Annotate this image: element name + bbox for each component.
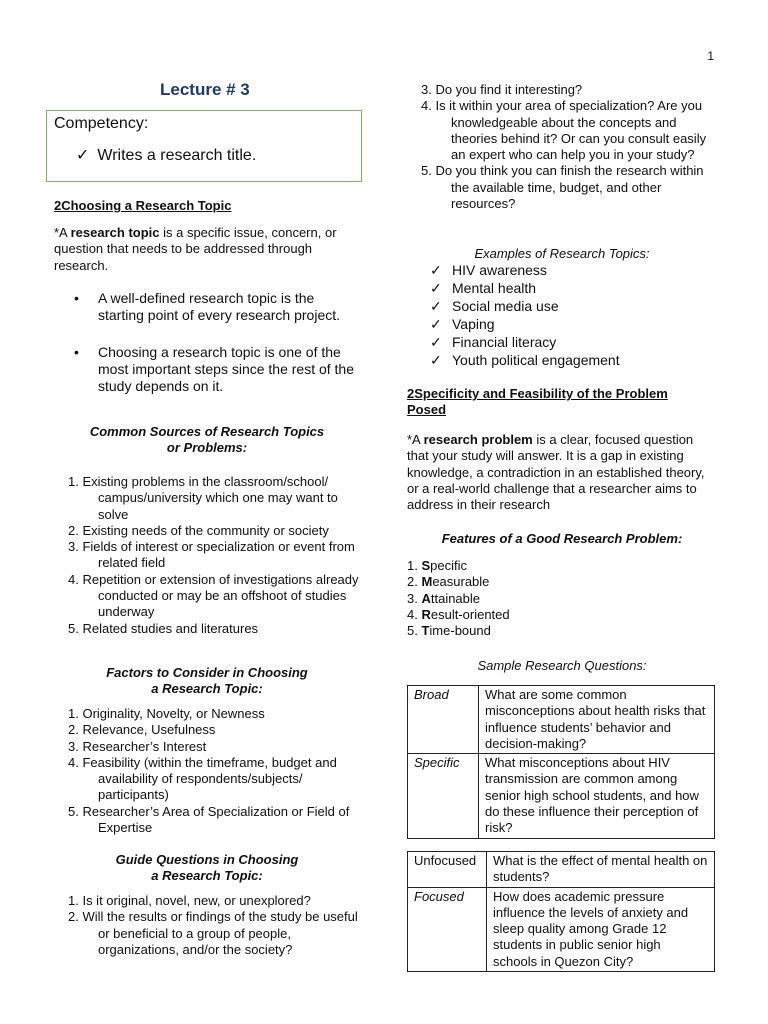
list-item: 4. Result-oriented xyxy=(407,606,510,622)
table-row xyxy=(408,887,715,971)
list-item: 5. Researcher’s Area of Specialization or Field of Expertise xyxy=(68,803,350,836)
features-list xyxy=(407,558,707,639)
list-item: 4. Is it within your area of specialization? Are you knowledgeable about the concepts and theories behind it? Or can you consult easily an expert who can help you in your study? xyxy=(421,98,707,163)
list-item: 4. Feasibility (within the timeframe, budget and availability of respondents/subjects/ participants) xyxy=(68,754,337,803)
research-topic-definition: *A research topic is a specific issue, concern, or question that needs to be addressed through research. xyxy=(54,225,337,273)
list-item: 1. Is it original, novel, new, or unexplored? xyxy=(68,893,311,908)
list-item: 2. Will the results or findings of the study be useful or beneficial to a group of people, organizations, and/or the society? xyxy=(68,909,358,957)
list-item: 2. Relevance, Usefulness xyxy=(68,722,216,738)
research-problem-definition: *A research problem is a clear, focused question that your study will answer. It is a gap in existing knowledge, a contradiction in an established theory, or a real-world challenge that a researcher aims to address in their research xyxy=(407,432,705,513)
sample-table-broad-specific xyxy=(407,685,715,839)
checkmark-icon: ✓ xyxy=(76,147,90,164)
list-item: ✓ Mental health xyxy=(430,280,537,296)
features-title: Features of a Good Research Problem: xyxy=(441,531,683,546)
bullet-item xyxy=(74,290,364,330)
list-item: 3. Do you find it interesting? xyxy=(421,82,583,97)
table-cell-question: What is the effect of mental health on students? xyxy=(487,852,715,888)
table-cell-label: Broad xyxy=(408,686,479,754)
competency-item xyxy=(76,148,256,164)
list-item: ✓ Vaping xyxy=(430,316,495,332)
list-item: ✓ Youth political engagement xyxy=(430,352,620,368)
list-item: 3. Fields of interest or specialization or event from related field xyxy=(68,539,355,571)
table-cell-question: How does academic pressure influence the levels of anxiety and sleep quality among Grade 12 students in public senior high schools in Quezon City? xyxy=(487,887,715,971)
list-item: ✓ HIV awareness xyxy=(430,262,547,278)
table-cell-question: What are some common misconceptions about health risks that influence students’ behavior and decision-making? xyxy=(479,686,715,754)
list-item: 4. Repetition or extension of investigations already conducted or may be an offshoot of studies underway xyxy=(68,571,359,620)
sample-table-unfocused-focused xyxy=(407,851,715,972)
bullet-icon: • xyxy=(74,290,79,306)
examples-title: Examples of Research Topics: xyxy=(474,246,650,261)
table-cell-label: Focused xyxy=(408,887,487,971)
table-cell-label: Specific xyxy=(408,754,479,838)
list-item: 1. Existing problems in the classroom/school/ campus/university which one may want to solve xyxy=(68,474,338,522)
competency-text: Writes a research title. xyxy=(97,147,257,164)
sources-list xyxy=(54,474,370,637)
section-heading-choosing-topic: 2Choosing a Research Topic xyxy=(54,198,232,213)
table-row xyxy=(408,852,715,888)
bullet-item xyxy=(74,344,364,400)
table-cell-label: Unfocused xyxy=(408,852,487,888)
checkmark-icon: ✓ xyxy=(430,334,442,350)
checkmark-icon: ✓ xyxy=(430,316,442,332)
section-heading-specificity: 2Specificity and Feasibility of the Problem Posed xyxy=(407,386,668,418)
list-item: 3. Researcher’s Interest xyxy=(68,738,207,754)
checkmark-icon: ✓ xyxy=(430,280,442,296)
table-row xyxy=(408,754,715,838)
examples-list xyxy=(430,261,710,369)
list-item: ✓ Financial literacy xyxy=(430,334,557,350)
checkmark-icon: ✓ xyxy=(430,262,442,278)
list-item: ✓ Social media use xyxy=(430,298,559,314)
list-item: 2. Existing needs of the community or society xyxy=(68,522,329,538)
checkmark-icon: ✓ xyxy=(430,298,442,314)
guide-list-part2 xyxy=(407,82,717,212)
list-item: 5. Related studies and literatures xyxy=(68,620,259,636)
checkmark-icon: ✓ xyxy=(430,352,442,368)
guide-title: Guide Questions in Choosing a Research Topic: xyxy=(115,852,299,884)
bullet-text: A well-defined research topic is the starting point of every research project. xyxy=(98,290,341,323)
bullet-icon: • xyxy=(74,344,79,360)
list-item: 5. Time-bound xyxy=(407,623,491,639)
table-cell-question: What misconceptions about HIV transmission are common among senior high school students, and how do these influence their perception of risk? xyxy=(479,754,715,838)
bullet-text: Choosing a research topic is one of the most important steps since the rest of the study depends on it. xyxy=(98,344,355,394)
list-item: 5. Do you think you can finish the research within the available time, budget, and other resources? xyxy=(421,163,704,212)
sample-title: Sample Research Questions: xyxy=(477,658,647,673)
factors-title: Factors to Consider in Choosing a Research Topic: xyxy=(106,665,308,697)
guide-list-part1 xyxy=(54,893,370,958)
factors-list xyxy=(54,706,370,836)
list-item: 1. Originality, Novelty, or Newness xyxy=(68,706,265,721)
table-row xyxy=(408,686,715,754)
lecture-title: Lecture # 3 xyxy=(160,80,250,99)
list-item: 1. Specific xyxy=(407,558,467,573)
competency-label: Competency: xyxy=(54,115,149,132)
page-number: 1 xyxy=(707,49,714,63)
list-item: 3. Attainable xyxy=(407,590,481,606)
sources-title: Common Sources of Research Topics or Problems: xyxy=(89,424,325,456)
list-item: 2. Measurable xyxy=(407,574,490,590)
